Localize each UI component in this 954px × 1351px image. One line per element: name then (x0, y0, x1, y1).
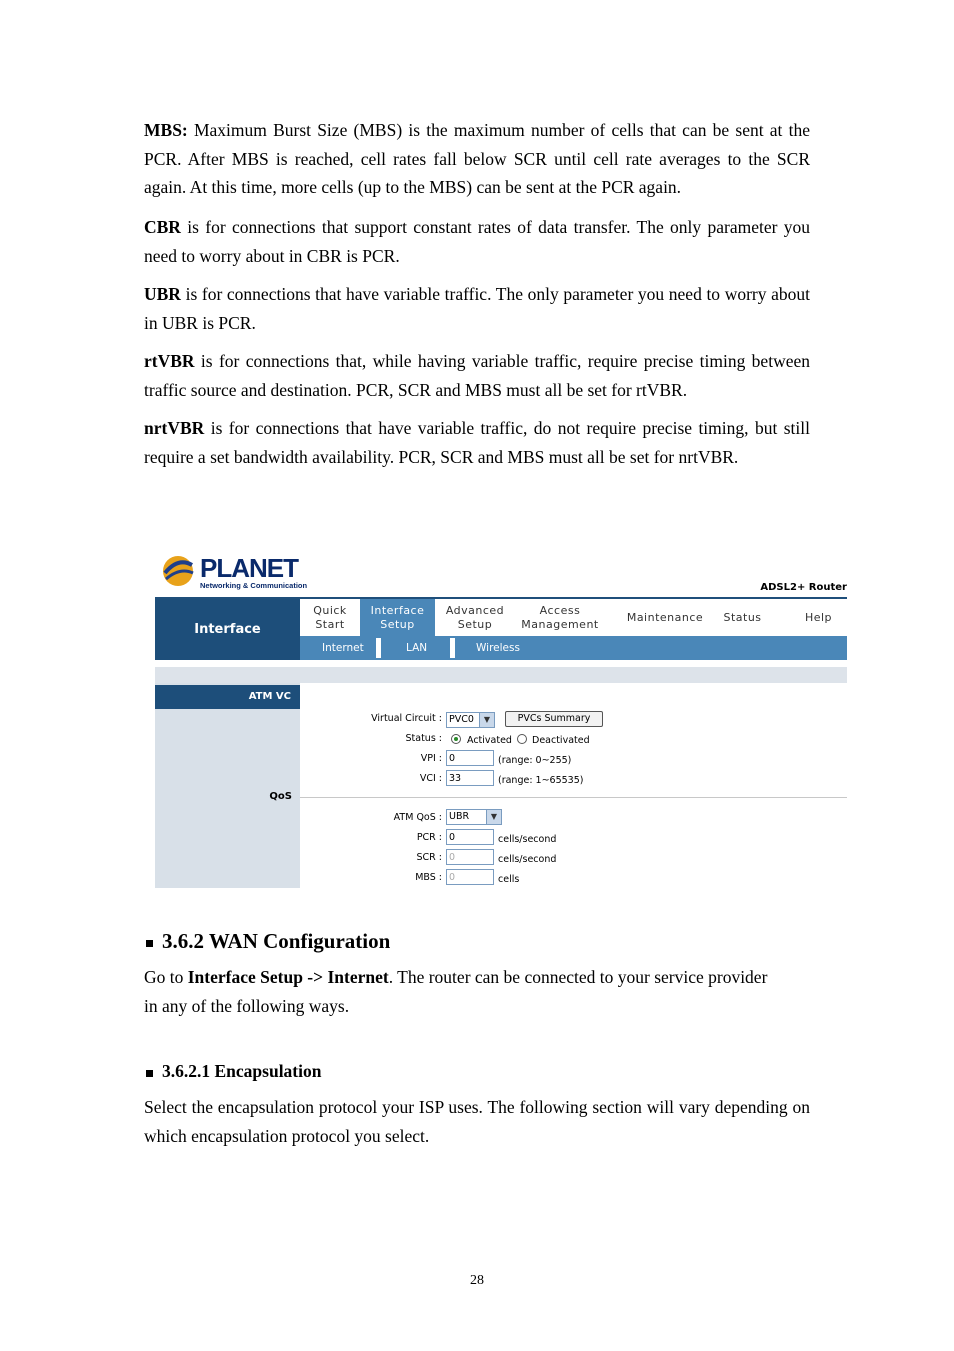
model-label: ADSL2+ Router (760, 582, 847, 593)
mbs-label: MBS : (415, 872, 442, 883)
nav-label: Status (723, 610, 762, 624)
subnav-separator (376, 638, 381, 658)
nrtvbr-text: is for connections that have variable traffic, do not require precise timing, but still require a set bandwidth availability. PCR, SCR and MBS must all be set for nrtVBR. (144, 418, 810, 467)
cbr-paragraph (144, 213, 810, 270)
page-number: 28 (470, 1273, 484, 1288)
status-label: Status : (405, 733, 442, 744)
rtvbr-term: rtVBR (144, 351, 195, 371)
atm-qos-value: UBR (449, 811, 470, 822)
scr-input[interactable]: 0 (446, 849, 494, 865)
pcr-input[interactable]: 0 (446, 829, 494, 845)
mbs-term: MBS: (144, 120, 188, 140)
chevron-down-icon: ▼ (486, 810, 501, 824)
atm-vc-header: ATM VC (155, 685, 300, 709)
nav-label: Quick Start (313, 603, 347, 631)
nav-label: Access Management (521, 603, 599, 631)
sub-nav (300, 636, 847, 660)
nav-access-management[interactable] (515, 599, 605, 636)
rtvbr-paragraph (144, 347, 810, 404)
virtual-circuit-select[interactable] (446, 712, 495, 728)
nav-label: Advanced Setup (445, 603, 505, 631)
mbs-input[interactable]: 0 (446, 869, 494, 885)
subnav-internet[interactable]: Internet (322, 642, 364, 654)
nav-label: Help (804, 610, 833, 624)
spacer-band (155, 667, 847, 683)
activated-radio[interactable] (451, 734, 461, 744)
encapsulation-heading: 3.6.2.1 Encapsulation (162, 1061, 322, 1081)
bullet-icon (146, 940, 153, 947)
bullet-icon (146, 1070, 153, 1077)
scr-unit: cells/second (498, 854, 557, 865)
nav-status[interactable] (715, 599, 770, 636)
virtual-circuit-label: Virtual Circuit : (371, 713, 442, 724)
nav-label: Interface Setup (370, 603, 425, 631)
cbr-term: CBR (144, 217, 181, 237)
mbs-paragraph (144, 116, 810, 202)
nav-advanced-setup[interactable] (435, 599, 515, 636)
section-divider (300, 797, 847, 798)
cbr-text: is for connections that support constant rates of data transfer. The only parameter you need to worry about in CBR is PCR. (144, 217, 810, 266)
router-screenshot (155, 545, 847, 888)
logo-tagline: Networking & Communication (200, 581, 308, 590)
pvcs-summary-button[interactable]: PVCs Summary (505, 711, 603, 727)
nav-maintenance[interactable] (615, 599, 715, 636)
nrtvbr-paragraph (144, 414, 810, 471)
ubr-paragraph (144, 280, 810, 337)
ubr-term: UBR (144, 284, 181, 304)
wan-intro-pre: Go to (144, 967, 188, 987)
subnav-lan[interactable]: LAN (406, 642, 428, 654)
scr-label: SCR : (416, 852, 442, 863)
vpi-input[interactable]: 0 (446, 750, 494, 766)
rtvbr-text: is for connections that, while having variable traffic, require precise timing between traffic source and destination. PCR, SCR and MBS must all be set for rtVBR. (144, 351, 810, 400)
ubr-text: is for connections that have variable traffic. The only parameter you need to worry about in UBR is PCR. (144, 284, 810, 333)
nav-label: Maintenance (626, 610, 704, 624)
main-nav (300, 599, 847, 636)
nav-interface-setup[interactable] (360, 599, 435, 636)
deactivated-radio[interactable] (517, 734, 527, 744)
section-title: Interface (155, 599, 300, 660)
wan-heading: 3.6.2 WAN Configuration (162, 929, 391, 953)
mbs-unit: cells (498, 874, 520, 885)
nav-quick-start[interactable] (300, 599, 360, 636)
activated-label: Activated (467, 735, 512, 746)
wan-intro-path: Interface Setup -> Internet (187, 967, 389, 987)
pcr-unit: cells/second (498, 834, 557, 845)
nav-help[interactable] (790, 599, 847, 636)
atm-qos-select[interactable] (446, 809, 502, 825)
wan-intro-post: . The router can be connected to your service provider in any of the following ways. (144, 967, 768, 1016)
planet-logo (160, 551, 308, 591)
vpi-range-hint: (range: 0~255) (498, 755, 572, 766)
pcr-label: PCR : (416, 832, 442, 843)
globe-icon (160, 553, 196, 589)
vpi-label: VPI : (420, 753, 442, 764)
virtual-circuit-value: PVC0 (449, 714, 474, 725)
atm-qos-label: ATM QoS : (393, 812, 442, 823)
subnav-separator (450, 638, 455, 658)
deactivated-label: Deactivated (532, 735, 590, 746)
nrtvbr-term: nrtVBR (144, 418, 205, 438)
vci-label: VCI : (419, 773, 442, 784)
vci-range-hint: (range: 1~65535) (498, 775, 584, 786)
encapsulation-text: Select the encapsulation protocol your ISP uses. The following section will vary depending on which encapsulation protocol you select. (144, 1097, 810, 1146)
qos-label: QoS (269, 791, 292, 802)
logo-wordmark: PLANET (200, 553, 298, 583)
wan-intro (144, 963, 784, 1020)
left-column (155, 683, 300, 888)
vci-input[interactable]: 33 (446, 770, 494, 786)
chevron-down-icon: ▼ (479, 713, 494, 727)
subnav-wireless[interactable]: Wireless (476, 642, 520, 654)
mbs-text: Maximum Burst Size (MBS) is the maximum number of cells that can be sent at the PCR. After MBS is reached, cell rates fall below SCR until cell rate averages to the SCR again. At this time, more cells (up to the MBS) can be sent at the PCR again. (144, 120, 810, 197)
